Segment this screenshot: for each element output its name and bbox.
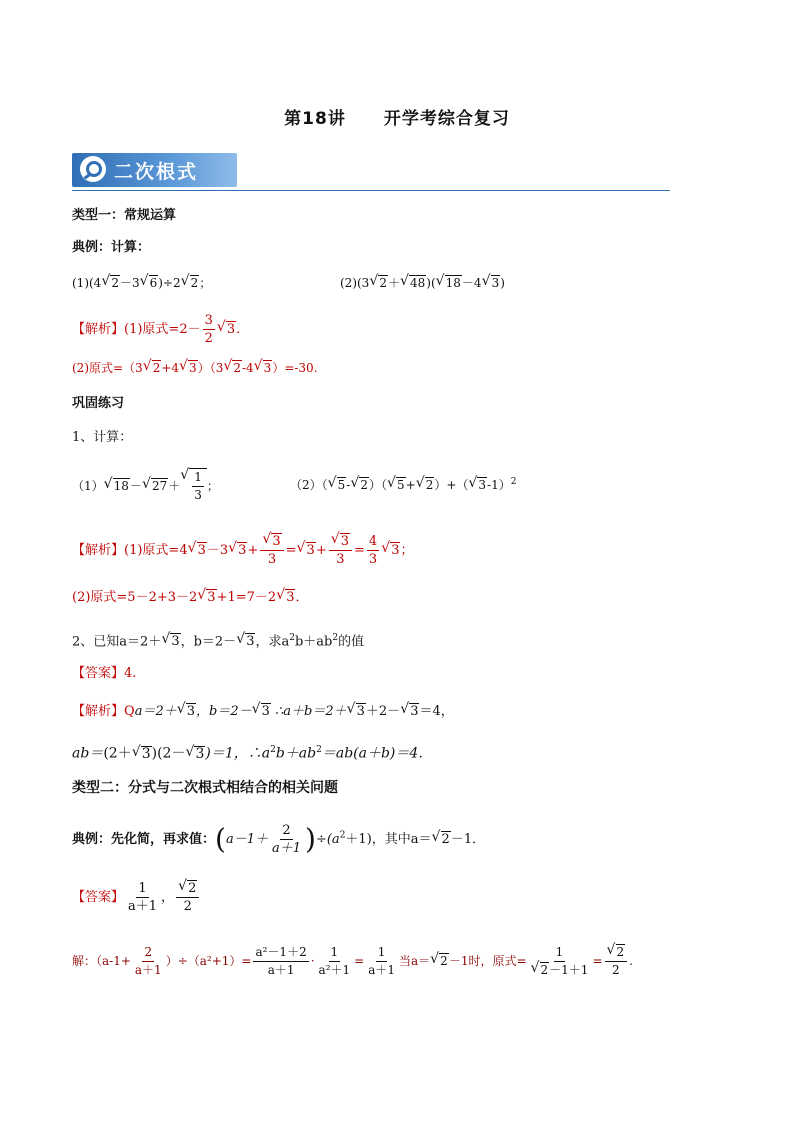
section-divider [72,190,670,191]
text: · [310,954,315,968]
sqrt: √ 2 [616,944,626,960]
text: ＝ab(a＋b)＝4． [321,745,433,762]
fraction [192,469,204,504]
type1-problem-1 [72,273,211,293]
text: a＝2＋ [119,634,162,650]
sqrt: √ 3 [237,542,247,558]
text: = [285,543,297,558]
sqrt: √ 3 [206,589,216,605]
sqrt: √ 2 [378,275,388,291]
analysis-tag: 【解析】 [72,543,125,558]
sqrt: √ 5 [337,477,347,493]
sqrt: √ 18 [113,478,130,494]
numerator: 1 [554,944,566,962]
text: ； [400,543,414,558]
text: ÷ [315,832,327,847]
text: ab＝ [72,745,104,762]
type1-heading: 类型一：常规运算 [72,208,177,223]
type2-heading: 类型二：分式与二次根式相结合的相关问题 [72,780,338,796]
text: )＝1，∴a [205,745,271,762]
paren-close: ) [305,822,316,856]
type1-solution-2 [72,358,318,378]
text: ）（3 [197,361,224,375]
text: +1=7－2 [216,590,277,605]
fraction [203,312,215,347]
text: a＝2＋ [134,704,177,719]
numerator: 2 [142,944,154,962]
practice-heading: 巩固练习 [72,396,125,411]
text: +4 [161,361,180,375]
text: )( [426,276,436,290]
text: a－1＋ [225,832,268,847]
sqrt: √ 2 [439,953,449,969]
sqrt: √ 3 [188,360,198,376]
page-title [0,104,794,129]
sqrt: √ 3 [390,542,400,558]
numerator: a²－1＋2 [253,944,308,962]
sqrt: √ 2 [359,477,369,493]
fraction [253,944,308,979]
practice-solution-2 [72,588,308,608]
text: ， [161,890,175,905]
sqrt: √ 3 [356,703,366,719]
superscript: 2 [510,477,517,487]
fraction [329,533,352,568]
text: －1＋1 [549,963,589,977]
solution-label: 解：（a-1+ [72,954,131,968]
answer-value: 4. [124,666,137,681]
fraction [270,822,303,857]
practice-solution-q2-line1 [72,702,454,722]
denominator: 2 [183,899,192,914]
numerator: 1 [376,944,388,962]
numerator [605,944,628,962]
text: ，b＝2－ [180,634,237,650]
text: )(2－ [151,745,186,762]
text: 2、已知 [72,634,120,650]
numerator: 3 [204,313,213,328]
sqrt: √ 18 [445,275,462,291]
lecture-topic: 开学考综合复习 [383,109,510,129]
text: -4 [241,361,254,375]
text: - [346,478,351,492]
text: )÷2 [158,276,181,290]
sqrt: √ 2 [425,477,435,493]
text: ； [199,276,212,290]
example-label: 典例：先化简，再求值： [72,832,216,847]
text: 当a＝ [399,954,431,968]
practice-q1-label: 1、计算： [72,430,133,445]
text: ∴a＋b＝2＋ [270,704,347,719]
fraction [133,944,164,979]
type1-solution-1 [72,312,249,347]
sqrt: √ 3 [226,321,236,337]
lecture-number: 第18讲 [284,109,346,129]
text: (1)原式=4 [124,543,188,558]
sqrt: √ 3 [245,633,255,649]
text: －4 [461,276,482,290]
text: (1)(4 [72,276,102,290]
text: = [592,954,603,968]
denominator: a＋1 [368,963,396,977]
denominator: a²＋1 [318,963,351,977]
type1-problem-2 [340,273,505,293]
denominator: a＋1 [267,963,295,977]
practice-q1b [290,472,516,495]
denominator: 3 [368,552,378,567]
text: = [354,543,365,558]
fraction [176,880,199,915]
sqrt: √ 2 [232,360,242,376]
text: ＋2－ [365,704,401,719]
text: ，其中a＝ [371,832,432,847]
denominator: a＋1 [128,899,158,914]
sqrt: √ 3 [261,703,271,719]
sqrt: √ 3 [409,703,419,719]
text: ＋ [387,276,400,290]
practice-solution-1 [72,533,414,568]
text: （2）（ [290,478,328,492]
sqrt: √ 5 [396,477,406,493]
text: Q [124,704,135,719]
superscript: 2 [339,830,346,841]
numerator [176,880,199,898]
denominator: 3 [267,552,277,567]
sqrt: √ 2 [110,275,120,291]
type1-example-label [72,238,150,258]
numerator [260,533,283,551]
superscript: 2 [332,633,339,643]
text: ＝4， [419,704,454,719]
text: (2)原式=（3 [72,361,143,375]
text: ）+（ [434,478,469,492]
type2-solution [72,944,633,979]
text: ，b＝2－ [196,704,252,719]
text: ）（ [368,478,387,492]
sqrt: √ 3 [340,533,350,549]
text: ． [236,322,250,337]
text: (1)原式=2－ [124,322,201,337]
denominator: 2 [204,331,213,346]
sqrt: √ 48 [409,275,426,291]
sqrt: √ 2 [187,880,197,896]
sqrt-fraction [189,468,207,504]
sqrt: √ 3 [263,360,273,376]
sqrt: √ 3 [491,275,501,291]
sqrt: √ 27 [151,478,168,494]
type2-example [72,822,485,857]
text: + [247,543,259,558]
practice-answer [72,664,136,684]
sqrt: √ 2 [441,831,451,847]
text: ＋ [168,479,181,493]
denominator: 2 [612,963,620,977]
analysis-tag: 【解析】 [72,704,125,719]
section-title: 二次根式 [114,161,199,183]
numerator: 4 [368,534,378,549]
sqrt: √ 2 [190,275,200,291]
sqrt: √ 3 [194,746,205,762]
text: + [315,543,327,558]
text: ． [295,590,309,605]
sqrt: √ 2 [152,360,162,376]
fraction [317,944,353,979]
text: ）=-30. [272,361,318,375]
text: + [405,478,416,492]
fraction [260,533,283,568]
text: (2)原式=5－2+3－2 [72,590,198,605]
sqrt: √ 3 [271,533,281,549]
sqrt: √ 3 [285,589,295,605]
denominator: a＋1 [134,963,162,977]
fraction [367,533,379,568]
text: b＋ab [294,634,333,650]
superscript: 2 [270,745,276,755]
text: b＋ab [275,745,317,762]
magnifier-icon [80,156,106,182]
text: －3 [206,543,229,558]
practice-solution-q2-line2 [72,740,432,764]
text: ，求a [255,634,290,650]
text: (2＋ [103,745,132,762]
sqrt: √ 3 [477,477,487,493]
numerator: 1 [138,881,147,896]
denominator: a＋1 [271,841,302,856]
fraction [605,944,628,979]
text: ) [500,276,505,290]
type2-answer [72,880,201,915]
text: ＋1) [345,832,372,847]
answer-tag: 【答案】 [72,890,125,905]
text: （1） [72,479,104,493]
fraction [529,944,591,979]
text: －1． [450,832,486,847]
sqrt: √ 3 [141,746,152,762]
text: = [354,954,365,968]
text: － [129,479,142,493]
text: ）÷（a²+1）= [165,954,252,968]
paren-open: ( [215,822,226,856]
sqrt: √ 3 [197,542,207,558]
sqrt: √ 6 [149,275,159,291]
denominator: 3 [336,552,345,567]
sqrt: √ 3 [306,542,316,558]
sqrt: √ 2 [540,962,550,978]
text: (2)(3 [340,276,370,290]
fraction [126,880,159,915]
text: 的值 [338,634,365,650]
sqrt: √ 3 [170,633,180,649]
numerator: 1 [329,944,341,962]
numerator: 2 [282,823,291,838]
example-label: 典例：计算： [72,240,151,255]
text: (a [326,832,340,847]
practice-q2 [72,628,364,652]
sqrt: √ 3 [186,703,196,719]
numerator: √ 1 [192,469,204,487]
practice-q1a [72,468,219,504]
answer-tag: 【答案】 [72,666,125,681]
text: ； [206,479,219,493]
numerator [329,533,352,551]
denominator: 3 [194,488,202,502]
text: -1） [487,478,511,492]
section-banner [72,153,237,187]
text: －1时，原式= [448,954,527,968]
superscript: 2 [316,745,322,755]
text: . [629,954,633,968]
fraction [366,944,397,979]
denominator [529,962,591,979]
analysis-tag: 【解析】 [72,322,125,337]
text: －3 [119,276,140,290]
superscript: 2 [289,633,295,643]
